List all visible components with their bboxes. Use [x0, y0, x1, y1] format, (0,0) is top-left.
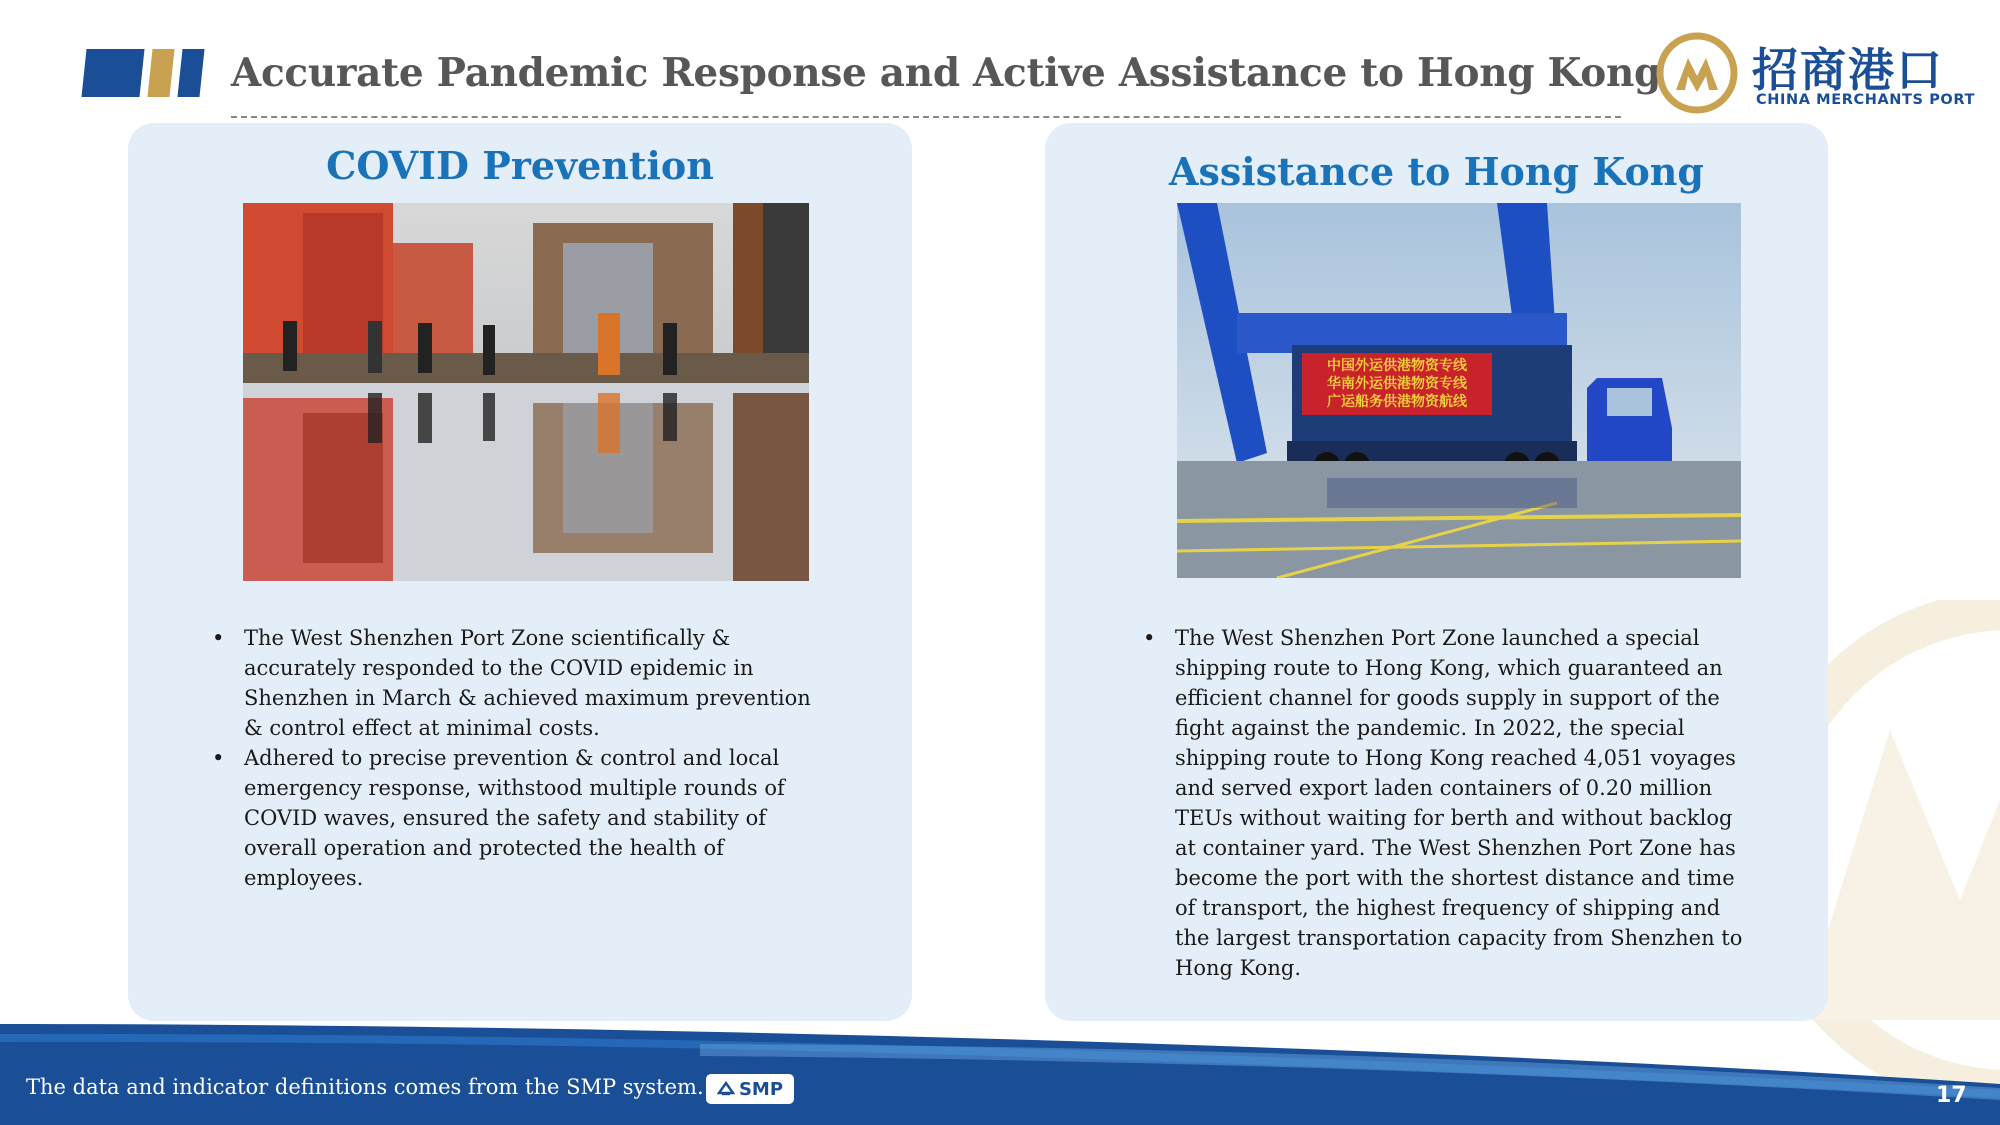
logo-chinese-text: 招商港口 — [1752, 43, 1944, 97]
assistance-panel — [1045, 123, 1828, 1021]
page-number: 17 — [1936, 1083, 1967, 1108]
page-title: Accurate Pandemic Response and Active Assistance to Hong Kong — [231, 50, 1662, 96]
container-truck-photo — [1177, 203, 1741, 578]
cmport-logo-icon — [1656, 32, 1738, 114]
bullet-item — [212, 743, 832, 893]
assistance-bullets — [1143, 623, 1743, 983]
smp-badge-label: SMP — [738, 1078, 784, 1100]
banner-line-1: 中国外运供港物资专线 — [1327, 358, 1467, 374]
bullet-dot: • — [1143, 626, 1156, 650]
covid-prevention-bullets — [212, 623, 832, 893]
bullet-text: Adhered to precise prevention & control and local emergency response, withstood multiple rounds of COVID waves, ensured the safety and stability of overall operation and protected the health of employees. — [244, 746, 785, 890]
smp-logo-icon — [717, 1081, 735, 1097]
port-workers-photo — [243, 203, 809, 581]
header-bars-decoration — [84, 49, 204, 97]
banner-line-2: 华南外运供港物资专线 — [1327, 376, 1467, 392]
smp-badge — [706, 1074, 794, 1104]
assistance-heading: Assistance to Hong Kong — [1169, 149, 1704, 194]
bullet-text: The West Shenzhen Port Zone launched a special shipping route to Hong Kong, which guaranteed an efficient channel for goods supply in support of the fight against the pandemic. In 2022, the special shipping route to Hong Kong reached 4,051 voyages and served export laden containers of 0.20 million TEUs without waiting for berth and without backlog at container yard. The West Shenzhen Port Zone has become the port with the shortest distance and time of transport, the highest frequency of shipping and the largest transportation capacity from Shenzhen to Hong Kong. — [1175, 626, 1743, 980]
bullet-item — [212, 623, 832, 743]
company-logo — [1656, 32, 1975, 112]
bullet-dot: • — [212, 626, 225, 650]
bullet-dot: • — [212, 746, 225, 770]
covid-prevention-panel — [128, 123, 912, 1021]
bullet-text: The West Shenzhen Port Zone scientifically & accurately responded to the COVID epidemic in Shenzhen in March & achieved maximum prevention & control effect at minimal costs. — [244, 626, 811, 740]
title-divider — [231, 116, 1621, 118]
footer-band — [0, 1010, 2000, 1125]
footer-note: The data and indicator definitions comes from the SMP system. — [26, 1075, 704, 1099]
banner-line-3: 广运船务供港物资航线 — [1327, 394, 1467, 410]
covid-prevention-heading: COVID Prevention — [326, 143, 714, 188]
bullet-item — [1143, 623, 1743, 983]
logo-english-text: CHINA MERCHANTS PORT — [1756, 92, 1975, 108]
